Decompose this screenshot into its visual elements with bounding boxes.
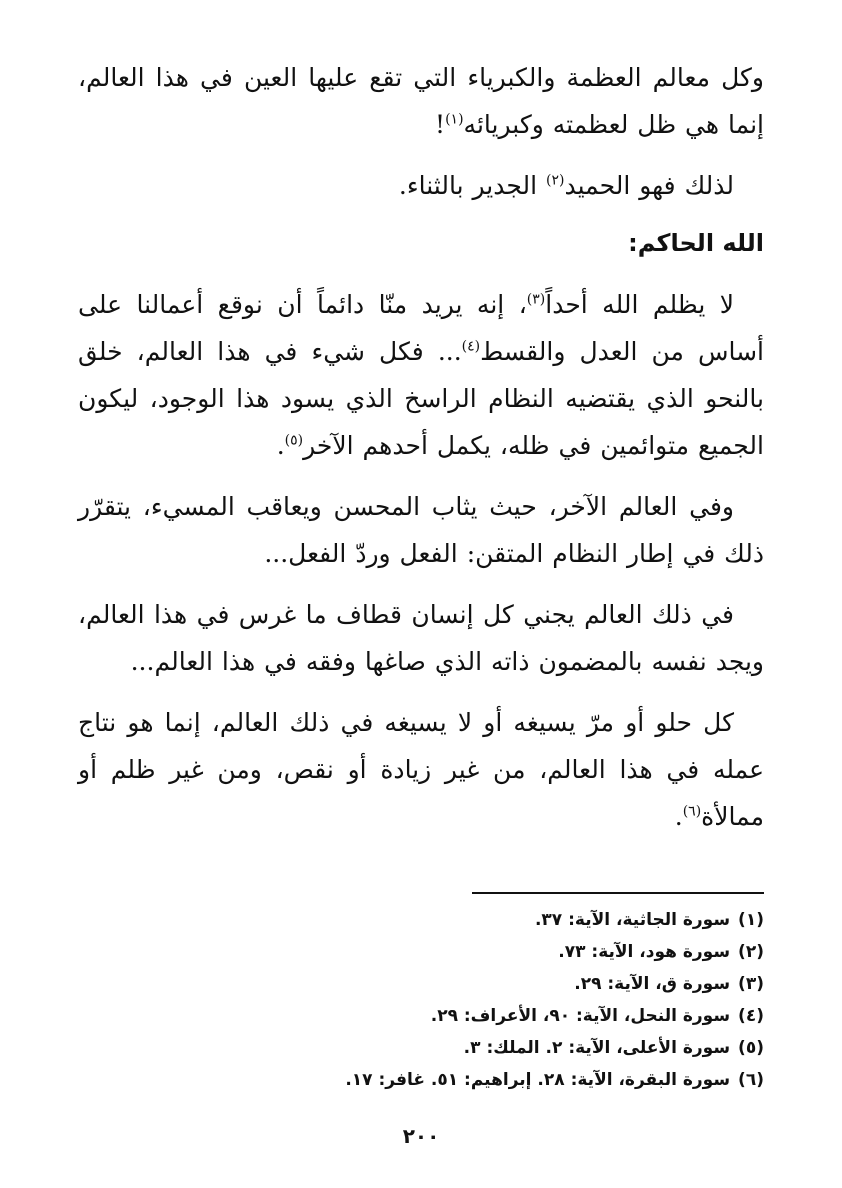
paragraph-2-end: الجدير بالثناء.	[398, 171, 546, 200]
footnote-number: (٦)	[738, 1070, 764, 1090]
paragraph-6	[78, 699, 764, 840]
footnote-text: سورة الجاثية، الآية: ٣٧.	[534, 910, 731, 930]
paragraph-4: وفي العالم الآخر، حيث يثاب المحسن ويعاقب المسيء، يتقرّر ذلك في إطار النظام المتقن: الفعل وردّ الفعل...	[78, 492, 764, 568]
footnote-number: (٢)	[738, 942, 764, 962]
paragraph-6-text: كل حلو أو مرّ يسيغه أو لا يسيغه في ذلك العالم، إنما هو نتاج عمله في هذا العالم، من غير زيادة أو نقص، ومن غير ظلم أو ممالأة	[78, 708, 764, 831]
section-heading: الله الحاكم:	[628, 229, 764, 257]
footnote-text: سورة النحل، الآية: ٩٠، الأعراف: ٢٩.	[430, 1006, 731, 1026]
footnote-item	[78, 936, 764, 968]
footnote-number: (٥)	[738, 1038, 764, 1058]
paragraph-3	[78, 281, 764, 469]
paragraph-1	[78, 54, 764, 148]
paragraph-2-text: لذلك فهو الحميد	[564, 171, 734, 200]
footnote-number: (٣)	[738, 974, 764, 994]
paragraph-3-text-b: ، إنه يريد منّا دائماً أن نوقع أعمالنا على أساس من العدل والقسط	[78, 290, 764, 366]
paragraph-1-end: !	[435, 110, 446, 139]
paragraph-2	[78, 162, 764, 209]
footnote-item	[78, 1064, 764, 1096]
footnote-divider	[472, 892, 764, 894]
footnote-number: (٤)	[738, 1006, 764, 1026]
footnote-number: (١)	[738, 910, 764, 930]
footnote-ref-6: (٦)	[682, 803, 702, 820]
paragraph-1-text: وكل معالم العظمة والكبرياء التي تقع عليها العين في هذا العالم، إنما هي ظل لعظمته وكبريائه	[78, 63, 764, 139]
footnote-text: سورة هود، الآية: ٧٣.	[558, 942, 731, 962]
page-number: ٢٠٠	[402, 1124, 440, 1148]
main-text	[78, 54, 764, 854]
paragraph-3-end: .	[276, 431, 285, 460]
footnote-ref-4: (٤)	[461, 338, 481, 355]
footnote-ref-1: (١)	[445, 111, 464, 128]
paragraph-3-text-a: لا يظلم الله أحداً	[545, 290, 734, 319]
paragraph-5: في ذلك العالم يجني كل إنسان قطاف ما غرس في هذا العالم، ويجد نفسه بالمضمون ذاته الذي صاغها وفقه في هذا العالم...	[78, 600, 764, 676]
footnotes-list	[78, 904, 764, 1096]
footnote-ref-2: (٢)	[546, 172, 565, 189]
footnote-item	[78, 968, 764, 1000]
footnote-item	[78, 1000, 764, 1032]
footnote-text: سورة الأعلى، الآية: ٢. الملك: ٣.	[463, 1038, 731, 1058]
footnote-ref-3: (٣)	[526, 291, 546, 308]
footnote-ref-5: (٥)	[284, 432, 304, 449]
paragraph-3-text-c: ... فكل شيء في هذا العالم، خلق بالنحو الذي يقتضيه النظام الراسخ الذي يسود هذا الوجود، ليكون الجميع متوائمين في ظله، يكمل أحدهم الآخر	[78, 337, 764, 460]
footnote-text: سورة ق، الآية: ٢٩.	[574, 974, 731, 994]
footnote-item	[78, 1032, 764, 1064]
footnote-item	[78, 904, 764, 936]
paragraph-6-end: .	[674, 802, 683, 831]
footnote-text: سورة البقرة، الآية: ٢٨. إبراهيم: ٥١. غافر: ١٧.	[345, 1070, 731, 1090]
